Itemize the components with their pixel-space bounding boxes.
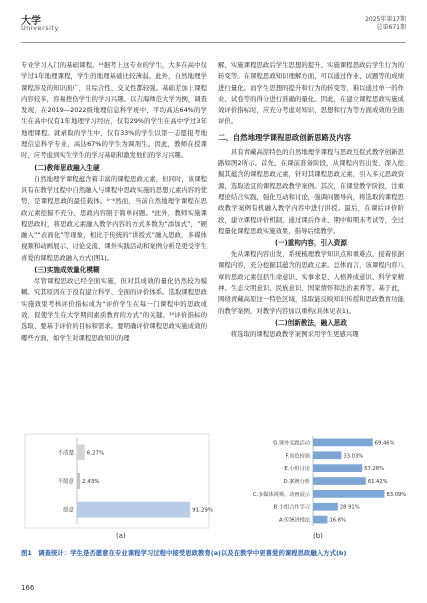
category-label: B.小组合作学习 [273,504,310,511]
data-label: 61.42% [367,479,388,485]
bar [313,464,362,472]
paragraph: 将选取的课程思政教学案例采用学生更感兴趣 [230,329,359,338]
left-column [21,60,207,344]
data-label: 2.43% [82,479,100,485]
chapter-heading: 二、自然地理学课程思政创新思路及内容 [218,132,352,142]
category-label: A.传统讲授法 [278,517,310,524]
bar [77,473,80,489]
section-heading: (二)创新教法，融入思政 [275,318,347,327]
category-label: 不愿意 [57,479,74,485]
right-column [218,60,404,340]
section-heading: (二)教师思政融入生硬 [34,163,100,172]
paragraph: 解、实施课程思政后学生思想的提升、实施课程思政后学生行为的转变等。在课程思政知识理解方面，可以通过作业、试题等的成绩进行量化。而学生思想的提升和行为的转变等，难以通过单一的作业、试卷等的得分进行准确的量化。因此，在建立课程思政实施成效评价指标时，应充分考虑对知识、思想和行为等方面成效的全面评价。 [218,61,404,126]
data-label: 28.91% [339,504,360,511]
bar [77,502,190,518]
figure-caption: 图1 调查统计：学生是否愿意在专业课程学习过程中接受思政教育(a)以及在教学中更喜爱的课程思政融入方式(b) [21,549,347,557]
bar [313,516,327,524]
data-label: 16.8% [329,517,346,524]
category-label: G.课外实践活动 [273,440,310,447]
journal-name: 大学 [21,16,41,27]
data-label: 57.28% [364,466,385,473]
category-label: E.小组讨论 [284,466,310,473]
issue-number: 2025年第17期 [365,16,406,23]
data-label: 91.29% [192,507,214,514]
paragraph: 自然地理学课程蕴含着丰富的课程思政元素，但同时，该课程具有在教学过程中自然融入与课程中思政实施的思想元素内容的优势，是课程思政的最佳载体。⁵⁻⁶然而，当前自然地理学课程在思政元素挖掘不充分、思政内容限于简单问题。⁸此外，教师实施课程思政时，将思政元素融入教学内容的方式多数为“添加式”，“硬融入”“表面化”等现象，相比于传统的“讲授式”融入思政，多媒体视频和动画展示、讨论交流、课外实践活动和案例分析是更受学生喜爱的课程思政融入方式(图1)。 [21,174,207,262]
data-label: 83.09% [386,491,406,498]
figure-1 [21,432,406,544]
data-label: 69.46% [374,440,395,447]
bar [313,490,384,498]
total-issue-number: 总第671期 [376,24,406,31]
page-number: 166 [21,584,35,592]
paragraph: 专业学习入门的基础课程。¹⁴据考上这专业的学生，大多在高中仅学过1年地理课程，学生的地理基础比较薄弱。此外，自然地理学课程涉及的知识面广，且综合性、交叉性都较强。基础差加上课程内容较多，容易挫伤学生的学习兴趣。以吉海师范大学为例，调查发现，在2019—2022级地理信息科学班中，平均高达64%的学生在高中仅有1年地理学习经历，仅有29%的学生在高中学过3年地理课程。就录取的学生中，仅有33%的学生以第一志愿报考地理信息科学专业，高达67%的学生为调剂生。因此，教师在授课时，应考虑到实生学生的学习基础和激发他们的学习兴趣。 [21,61,207,160]
bar [313,451,341,459]
category-label: D.案例分析 [283,479,310,485]
paragraph: 具有青藏高原特色的自然地理学课程与思政互促式教学创新思路如图2所示。首先，在课前准备阶段，从课程内容出发，深入挖掘其蕴含的课程思政元素，针对其课程思政元素，引入多元思政资源，选取适宜的课程思政教学案例。其次，在课堂教学阶段，注重理论结合实践，强化互动和讨论，强调问题导向，将选取的课程思政教学案例有机融入教学内容中进行讲授。最后，在课后评价阶段，建立课程评价机制，通过课后作业、期中和期末考试等，全过程量化课程思政实施效果，指导后续教学。 [218,147,404,235]
bar [77,444,85,460]
page-header [21,12,406,38]
category-label: 不清楚 [57,450,74,457]
panel-a-label: (a) [116,532,126,540]
section-heading: (一)重构内容，引入资源 [275,239,347,248]
figure-1-charts [21,432,406,544]
paragraph: 先从课程内容出发，系统梳理教学知识点和重难点，接着依据课程内容，充分挖掘其蕴含的思政元素。总体而言，该课程内容八章的思政元素包括生命意识、实事求是、人格养成意识、科学家精神、生态文明意识、民族意识、国家情怀和法治素养等。基于此，围绕青藏高原这一特色区域，选取能反映知识传授和思政教育功能的教学案例，对教学内容加以重构(具体见表1)。 [218,250,404,315]
data-label: 6.27% [86,450,105,457]
category-label: C.多媒体视频、动画展示 [252,491,310,498]
panel-b-label: (b) [313,532,323,540]
section-heading: (三)实施成效量化模糊 [34,266,100,275]
bar [313,477,366,485]
paragraph: 尽管课程思政已经全面实施，但对其成效的量化仍然较为模糊。究其原因在于没有建立科学、全面的评价体系。选取课程思政实施效果考核评价指标成为“评价学生在每一门课程中的思政成效，促使学生在大学期间素质教育的方式”的关键。¹⁰评价指标的选取、要基于评价的目标和需求。要明确评价课程思政实施成效的哪些方面，如学生对课程思政知识的理 [21,277,207,342]
journal-name-english: University [21,24,59,32]
category-label: F.角色扮演 [285,453,310,460]
bar [313,503,338,511]
chart-panel-a [25,434,213,528]
bar [313,439,373,447]
chart-panel-b [253,436,406,526]
category-label: 愿意 [62,507,74,514]
header-divider [21,42,406,43]
data-label: 33.03% [343,453,364,460]
